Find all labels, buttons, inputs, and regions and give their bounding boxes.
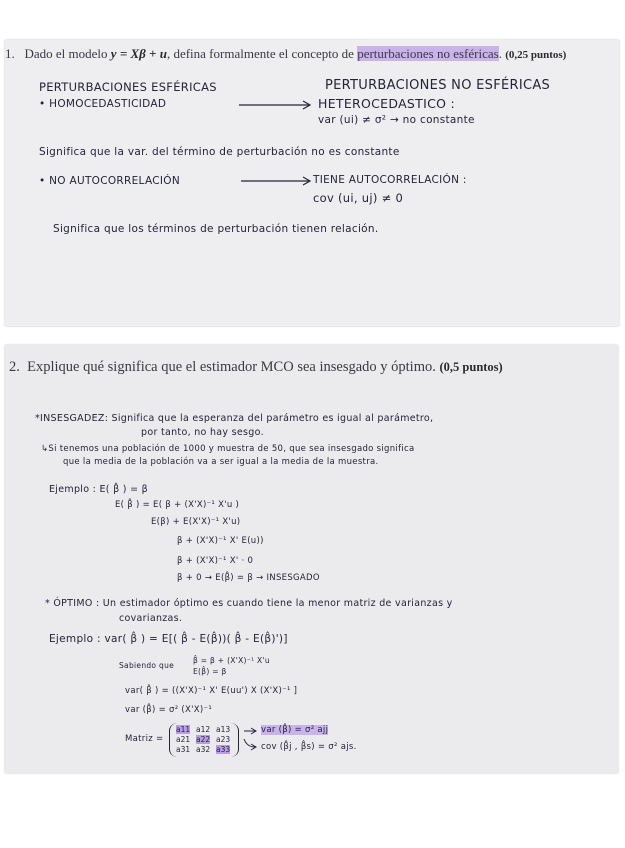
arrow-icon: [237, 98, 317, 112]
matrix-cell: a12: [196, 725, 211, 734]
hw-sabiendo-1: β̂ = β + (X'X)⁻¹ X'u: [193, 656, 270, 665]
hw-matrix-cov: cov (β̂j , β̂s) = σ² ajs.: [261, 742, 357, 752]
answer-photo-1: [5, 40, 619, 326]
hw-insesgadez-1: *INSESGADEZ: Significa que la esperanza del parámetro es igual al parámetro,: [35, 413, 434, 424]
hw-eq-5: β + 0 → E(β̂) = β → INSESGADO: [177, 573, 320, 583]
hw-heading-right: PERTURBACIONES NO ESFÉRICAS: [325, 78, 551, 93]
hw-insesgadez-4: que la media de la población va a ser igual a la media de la muestra.: [63, 457, 379, 467]
covariance-matrix: [169, 723, 239, 757]
hw-optimo-1: * ÓPTIMO : Un estimador óptimo es cuando tiene la menor matriz de varianzas y: [45, 598, 453, 609]
hw-eq-3: β + (X'X)⁻¹ X' E(u)): [177, 536, 264, 546]
hw-sabiendo: Sabiendo que: [119, 661, 175, 670]
hw-formula-1: var (ui) ≠ σ² → no constante: [318, 114, 475, 126]
arrow-icon: [241, 727, 261, 753]
hw-eq-2: E(β) + E(X'X)⁻¹ X'u): [151, 517, 241, 527]
matrix-cell: a21: [176, 735, 191, 744]
arrow-icon: [239, 174, 317, 188]
matrix-cell: a23: [216, 735, 231, 744]
question-2-text: 2. Explique qué significa que el estimador MCO sea insesgado y óptimo. (0,5 puntos): [9, 359, 503, 375]
hw-bullet-2: • NO AUTOCORRELACIÓN: [39, 175, 180, 187]
matrix-cell: a33: [216, 745, 231, 754]
matrix-cell: a31: [176, 745, 191, 754]
answer-photo-2: [5, 345, 618, 773]
hw-eq-1: E( β̂ ) = E( β + (X'X)⁻¹ X'u ): [115, 500, 240, 510]
hw-var-1: var( β̂ ) = ((X'X)⁻¹ X' E(uu') X (X'X)⁻¹ ]: [125, 686, 298, 696]
hw-matrix-var: var (β̂) = σ² ajj: [261, 725, 329, 735]
hw-var-2: var (β̂) = σ² (X'X)⁻¹: [125, 705, 213, 715]
hw-eq-4: β + (X'X)⁻¹ X' · 0: [177, 556, 254, 566]
hw-note-1: Significa que la var. del término de perturbación no es constante: [39, 146, 400, 158]
hw-bullet-1-right: HETEROCEDASTICO :: [318, 96, 456, 111]
hw-sabiendo-2: E(β̂) = β: [193, 667, 227, 676]
matrix-cell: a32: [196, 745, 211, 754]
hw-heading-left: PERTURBACIONES ESFÉRICAS: [39, 80, 217, 94]
hw-example-1: Ejemplo : E( β̂ ) = β: [49, 484, 149, 495]
matrix-cell: a13: [216, 725, 231, 734]
highlight: perturbaciones no esféricas: [357, 46, 499, 61]
hw-bullet-1: • HOMOCEDASTICIDAD: [39, 98, 167, 110]
hw-insesgadez-2: por tanto, no hay sesgo.: [141, 427, 264, 438]
hw-bullet-2-right: TIENE AUTOCORRELACIÓN :: [313, 174, 467, 186]
matrix-cell: a22: [196, 735, 211, 744]
hw-matriz-label: Matriz =: [125, 734, 164, 744]
hw-example-2: Ejemplo : var( β̂ ) = E[( β̂ - E(β̂))( β̂ - E(β̂)')]: [49, 633, 288, 645]
hw-optimo-2: covarianzas.: [119, 613, 183, 624]
hw-insesgadez-3: ↳Si tenemos una población de 1000 y muestra de 50, que sea insesgado significa: [41, 444, 415, 454]
hw-note-2: Significa que los términos de perturbación tienen relación.: [53, 223, 379, 235]
matrix-cell: a11: [176, 725, 191, 734]
hw-formula-2: cov (ui, uj) ≠ 0: [313, 191, 404, 205]
question-1-text: 1. Dado el modelo y = Xβ + u, defina formalmente el concepto de perturbaciones no esféricas. (0,25 puntos): [5, 46, 567, 61]
